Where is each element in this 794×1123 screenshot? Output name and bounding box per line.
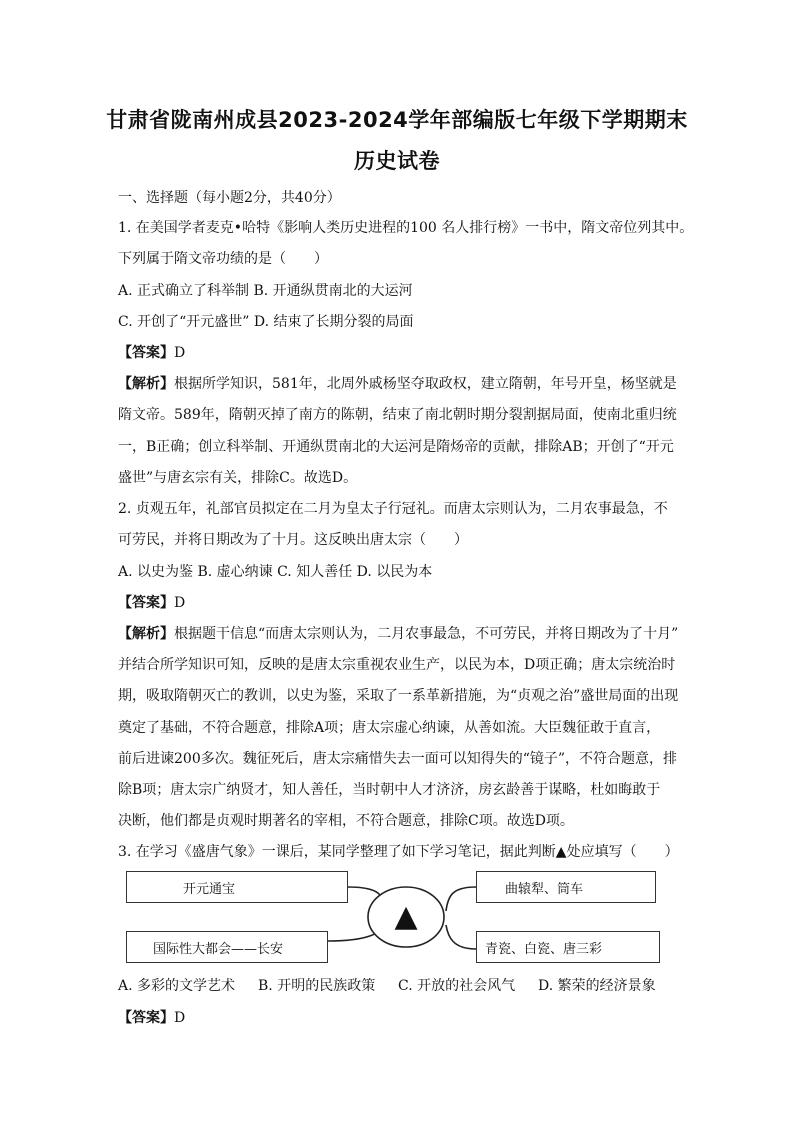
- triangle-placeholder-icon: ▲: [394, 899, 418, 934]
- q1-answer-value: D: [174, 345, 186, 361]
- q3-option-d: D. 繁荣的经济景象: [538, 978, 656, 994]
- q1-options-line2: C. 开创了“开元盛世” D. 结束了长期分裂的局面: [118, 314, 414, 330]
- q1-options-line1: A. 正式确立了科举制 B. 开通纵贯南北的大运河: [118, 283, 413, 299]
- q1-stem-line1: 1. 在美国学者麦克•哈特《影响人类历史进程的100 名人排行榜》一书中，隋文帝位列其中。: [118, 220, 694, 236]
- q1-analysis-text1: 根据所学知识，581年，北周外戚杨坚夺取政权，建立隋朝，年号开皇，杨坚就是: [174, 376, 677, 392]
- q2-answer: [118, 594, 185, 612]
- q2-stem-line1: 2. 贞观五年，礼部官员拟定在二月为皇太子行冠礼。而唐太宗则认为，二月农事最急，不: [118, 501, 668, 517]
- q3-option-a: A. 多彩的文学艺术: [118, 978, 236, 994]
- q1-analysis-label: 【解析】: [118, 376, 174, 392]
- section-heading: 一、选择题（每小题2分，共40分）: [118, 190, 341, 206]
- note-box-top-right: [476, 871, 656, 903]
- q2-analysis-line2: 并结合所学知识可知，反映的是唐太宗重视农业生产，以民为本，D项正确；唐太宗统治时: [118, 657, 676, 673]
- q2-analysis-label: 【解析】: [118, 626, 174, 642]
- q1-analysis-line4: 盛世”与唐玄宗有关，排除C。故选D。: [118, 470, 358, 486]
- note-bottom-right-text: 青瓷、白瓷、唐三彩: [485, 941, 603, 957]
- q1-analysis-line2: 隋文帝。589年，隋朝灭掉了南方的陈朝，结束了南北朝时期分裂割据局面，使南北重归统: [118, 407, 677, 423]
- q3-answer-label: 【答案】: [118, 1010, 174, 1026]
- q2-options: A. 以史为鉴 B. 虚心纳谏 C. 知人善任 D. 以民为本: [118, 564, 433, 580]
- q1-analysis-line3: 一，B正确；创立科举制、开通纵贯南北的大运河是隋炀帝的贡献，排除AB；开创了“开元: [118, 439, 674, 455]
- q2-analysis-line4: 奠定了基础，不符合题意，排除A项；唐太宗虚心纳谏，从善如流。大臣魏征敢于直言，: [118, 720, 661, 736]
- q2-answer-label: 【答案】: [118, 595, 174, 611]
- note-box-top-left: [126, 871, 348, 903]
- exam-title-line2: 历史试卷: [354, 149, 440, 173]
- q2-analysis-line7: 决断，他们都是贞观时期著名的宰相，不符合题意，排除C项。故选D项。: [118, 813, 574, 829]
- q2-analysis-text1: 根据题干信息“而唐太宗则认为，二月农事最急，不可劳民，并将日期改为了十月”: [174, 626, 679, 642]
- note-box-bottom-left: [126, 931, 328, 963]
- q1-stem-line2: 下列属于隋文帝功绩的是（ ）: [118, 251, 328, 267]
- q3-stem: 3. 在学习《盛唐气象》一课后，某同学整理了如下学习笔记，据此判断▲处应填写（ ）: [118, 844, 679, 860]
- q3-option-c: C. 开放的社会风气: [398, 978, 516, 994]
- q3-answer-value: D: [174, 1010, 186, 1026]
- q3-answer: [118, 1009, 185, 1027]
- note-top-left-text: 开元通宝: [183, 881, 236, 897]
- note-top-right-text: 曲辕犁、筒车: [505, 881, 584, 897]
- note-box-bottom-right: [476, 931, 660, 963]
- exam-title-line1: 甘肃省陇南州成县2023-2024学年部编版七年级下学期期末: [106, 108, 688, 132]
- q2-stem-line2: 可劳民，并将日期改为了十月。这反映出唐太宗（ ）: [118, 532, 468, 548]
- q1-answer-label: 【答案】: [118, 345, 174, 361]
- study-notes-diagram: [118, 865, 678, 973]
- q2-analysis-line3: 期，吸取隋朝灭亡的教训，以史为鉴，采取了一系革新措施，为“贞观之治”盛世局面的出现: [118, 688, 679, 704]
- q2-analysis-line5: 前后进谏200多次。魏征死后，唐太宗痛惜失去一面可以知得失的“镜子”，不符合题意，排: [118, 751, 678, 767]
- q2-analysis-line1: [118, 625, 678, 643]
- note-bottom-left-text: 国际性大都会——长安: [153, 941, 284, 957]
- q3-options: [118, 977, 656, 995]
- q1-analysis-line1: [118, 375, 677, 393]
- q2-answer-value: D: [174, 595, 186, 611]
- q3-option-b: B. 开明的民族政策: [258, 978, 376, 994]
- q2-analysis-line6: 除B项；唐太宗广纳贤才，知人善任，当时朝中人才济济，房玄龄善于谋略，杜如晦敢于: [118, 782, 661, 798]
- q1-answer: [118, 344, 185, 362]
